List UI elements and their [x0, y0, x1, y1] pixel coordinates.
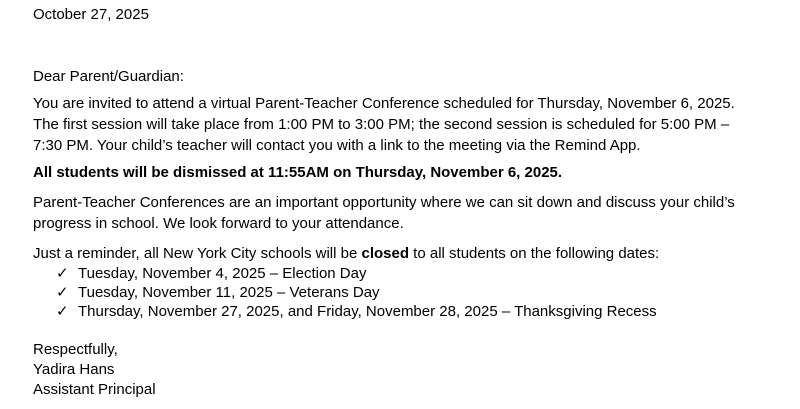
conference-line-1: Parent-Teacher Conferences are an important opportunity where we can sit down and discuss your child’s [33, 194, 735, 211]
closure-date-item [56, 302, 657, 322]
closure-date-item [56, 283, 380, 303]
letter-date: October 27, 2025 [33, 6, 149, 23]
invitation-line-2: The first session will take place from 1:00 PM to 3:00 PM; the second session is scheduled for 5:00 PM – [33, 116, 730, 133]
signer-title: Assistant Principal [33, 381, 156, 398]
closure-date-text: Tuesday, November 4, 2025 – Election Day [78, 265, 367, 282]
closure-date-text: Thursday, November 27, 2025, and Friday, November 28, 2025 – Thanksgiving Recess [78, 303, 657, 320]
conference-line-2: progress in school. We look forward to your attendance. [33, 215, 404, 232]
check-icon: ✓ [56, 303, 69, 320]
salutation: Dear Parent/Guardian: [33, 68, 184, 85]
reminder-line [33, 244, 659, 264]
closure-date-item [56, 264, 367, 284]
check-icon: ✓ [56, 265, 69, 282]
signer-name: Yadira Hans [33, 361, 115, 378]
invitation-line-3: 7:30 PM. Your child’s teacher will contact you with a link to the meeting via the Remind App. [33, 137, 641, 154]
closure-date-text: Tuesday, November 11, 2025 – Veterans Day [78, 284, 380, 301]
reminder-before: Just a reminder, all New York City schools will be [33, 245, 362, 262]
reminder-after: to all students on the following dates: [409, 245, 660, 262]
closing: Respectfully, [33, 341, 118, 358]
dismissal-notice: All students will be dismissed at 11:55AM on Thursday, November 6, 2025. [33, 164, 563, 181]
check-icon: ✓ [56, 284, 69, 301]
invitation-line-1: You are invited to attend a virtual Parent-Teacher Conference scheduled for Thursday, November 6, 2025. [33, 95, 735, 112]
reminder-closed: closed [361, 245, 410, 262]
